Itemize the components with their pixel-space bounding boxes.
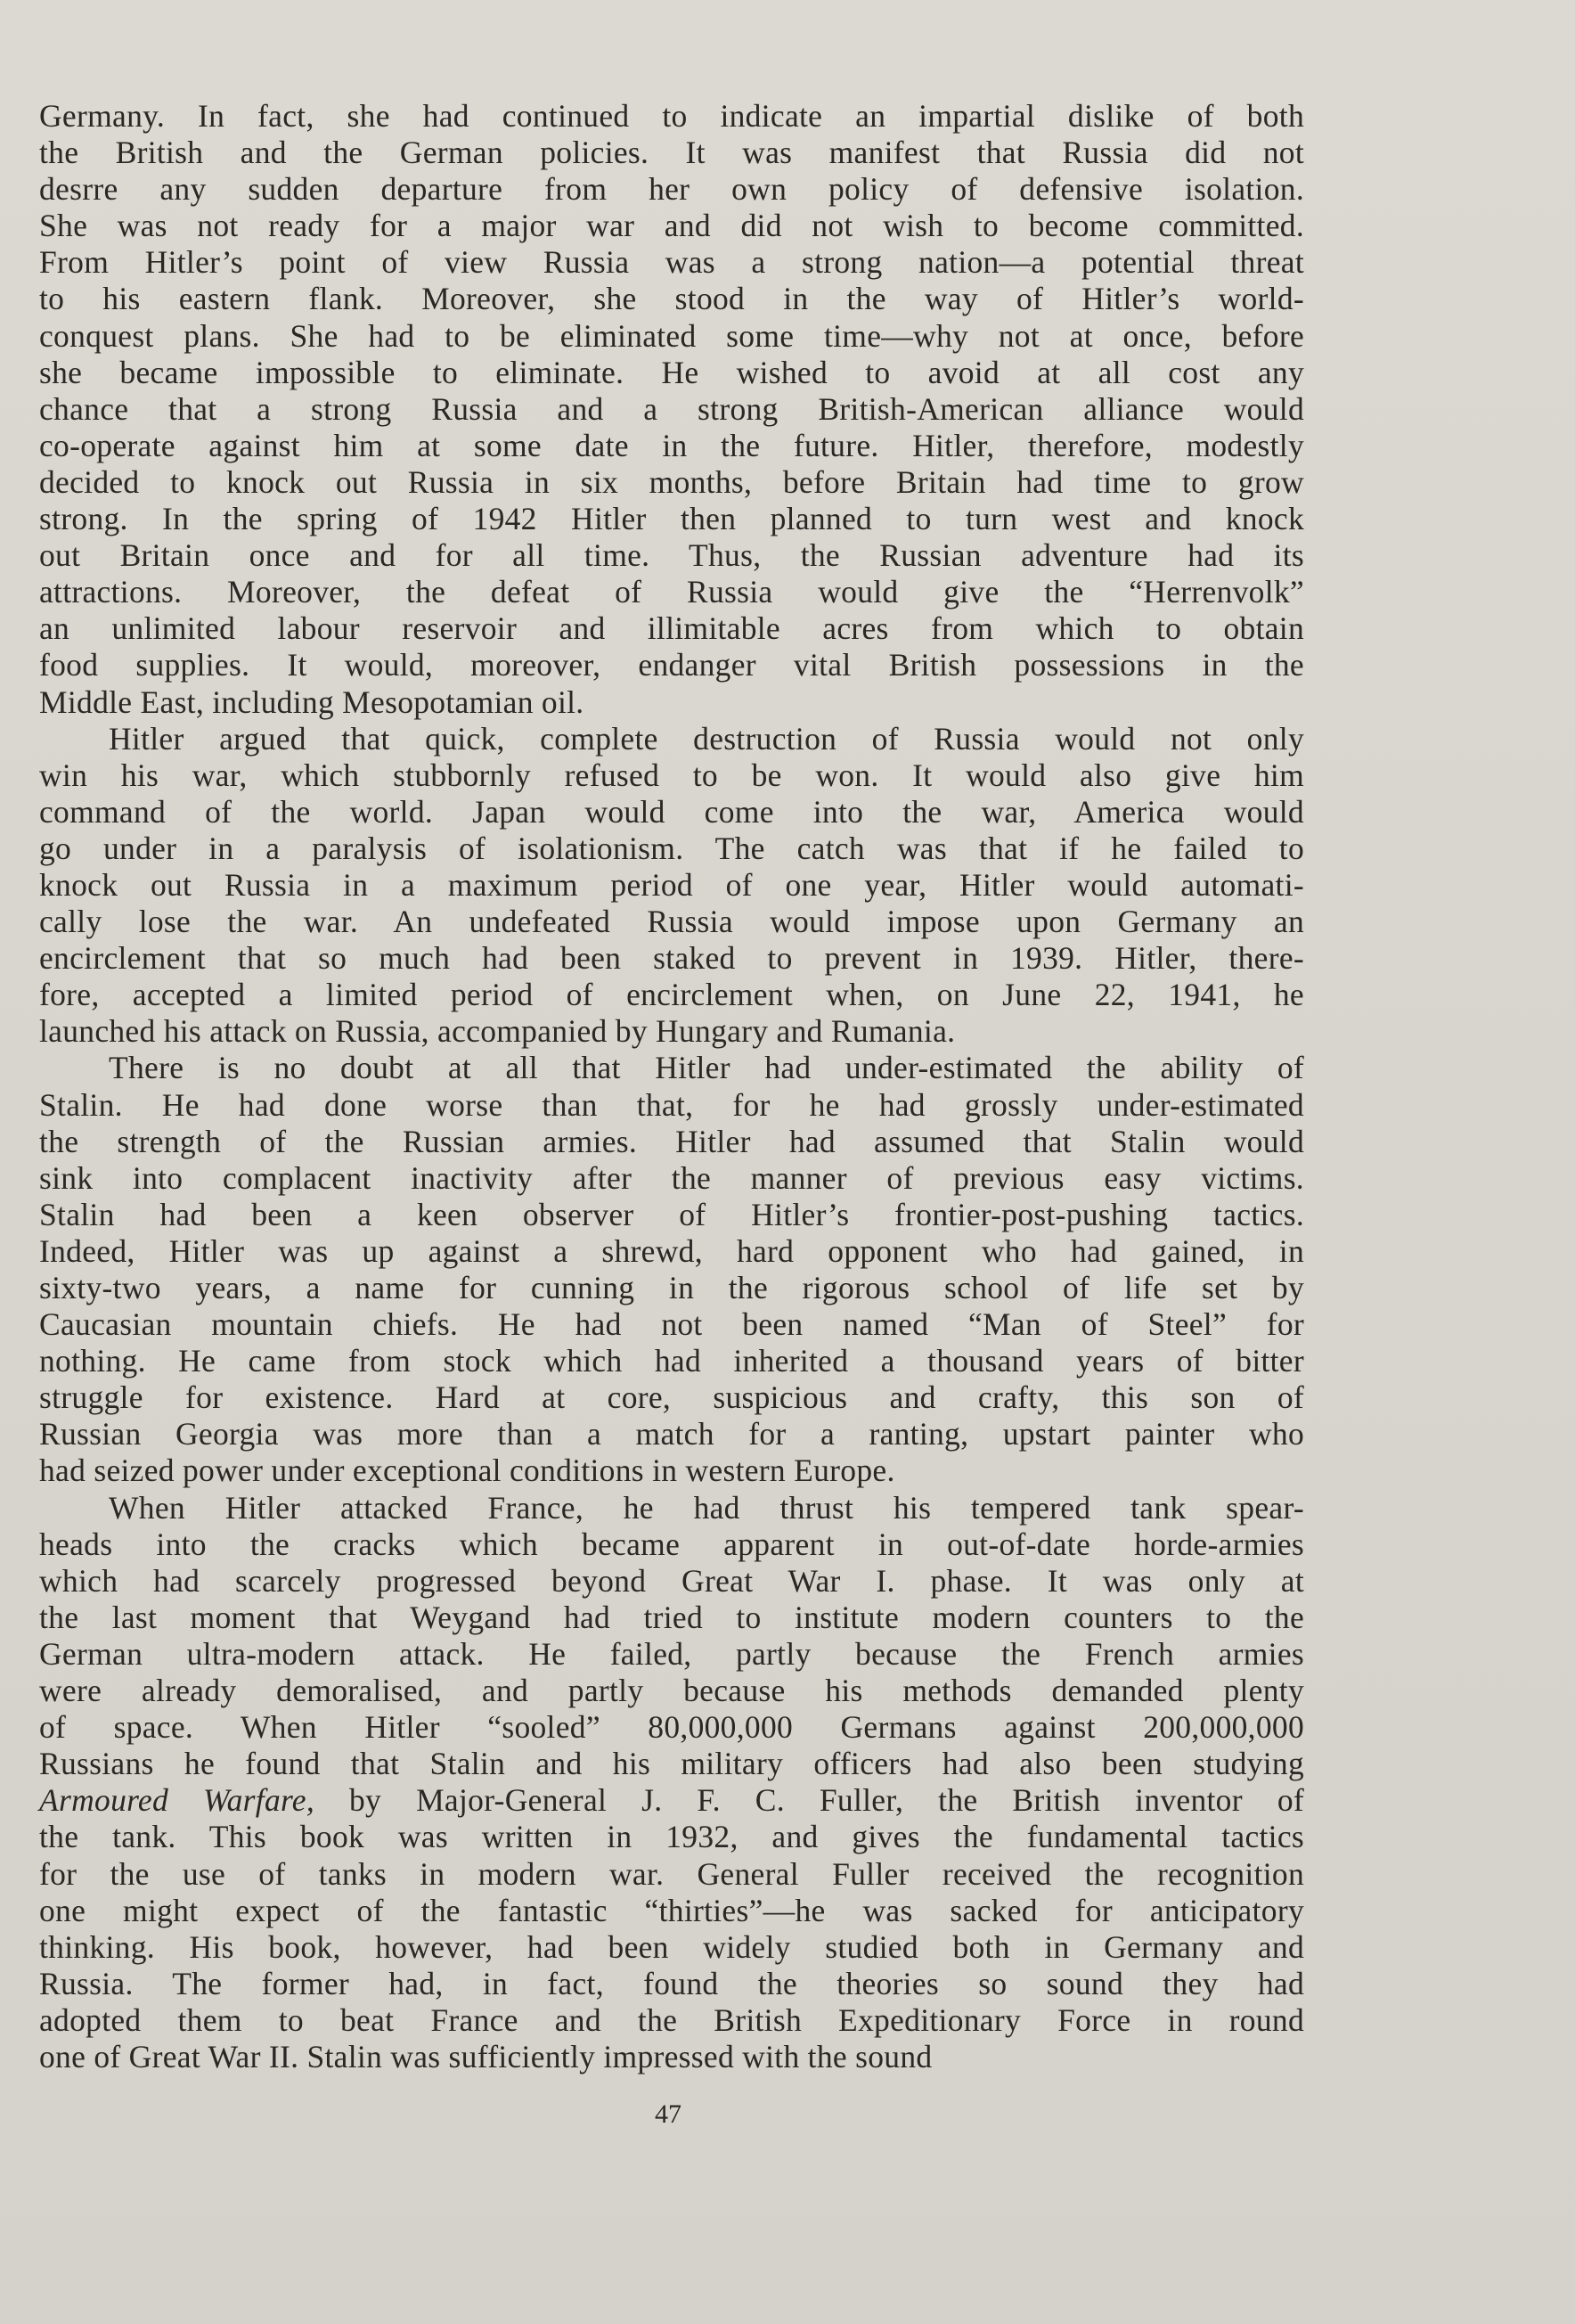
paragraph	[39, 1490, 1304, 2076]
text-line: Germany. In fact, she had continued to indicate an impartial dislike of both	[39, 98, 1304, 134]
text-line: Hitler argued that quick, complete destruction of Russia would not only	[109, 720, 1304, 757]
text-line: Russia. The former had, in fact, found the theories so sound they had	[39, 1965, 1304, 2001]
text-line: for the use of tanks in modern war. General Fuller received the recognition	[39, 1855, 1304, 1892]
text-line: Russian Georgia was more than a match for a ranting, upstart painter who	[39, 1416, 1304, 1452]
text-line: Stalin. He had done worse than that, for he had grossly under-estimated	[39, 1086, 1304, 1123]
text-line: out Britain once and for all time. Thus, the Russian adventure had its	[39, 537, 1304, 574]
paragraph	[39, 721, 1304, 1051]
paragraph	[39, 1050, 1304, 1489]
text-line: the last moment that Weygand had tried to institute modern counters to the	[39, 1599, 1304, 1635]
text-line: of space. When Hitler “sooled” 80,000,000 Germans against 200,000,000	[39, 1709, 1304, 1746]
page-number: 47	[655, 2099, 681, 2129]
text-line: an unlimited labour reservoir and illimitable acres from which to obtain	[39, 610, 1304, 647]
text-line: nothing. He came from stock which had inherited a thousand years of bitter	[39, 1343, 1304, 1379]
text-line: encirclement that so much had been staked to prevent in 1939. Hitler, there-	[39, 940, 1304, 977]
text-line: Armoured Warfare, by Major-General J. F. C. Fuller, the British inventor of	[39, 1782, 1304, 1819]
text-line: sink into complacent inactivity after the manner of previous easy victims.	[39, 1159, 1304, 1196]
text-line: There is no doubt at all that Hitler had under-estimated the ability of	[109, 1050, 1304, 1086]
text-line: the strength of the Russian armies. Hitler had assumed that Stalin would	[39, 1123, 1304, 1159]
text-line: Stalin had been a keen observer of Hitler’s frontier-post-pushing tactics.	[39, 1196, 1304, 1232]
text-line: Middle East, including Mesopotamian oil.	[39, 683, 584, 720]
text-line: one of Great War II. Stalin was sufficiently impressed with the sound	[39, 2038, 933, 2074]
text-line: From Hitler’s point of view Russia was a strong nation—a potential threat	[39, 244, 1304, 281]
text-line: attractions. Moreover, the defeat of Russia would give the “Herrenvolk”	[39, 574, 1304, 610]
text-line: heads into the cracks which became apparent in out-of-date horde-armies	[39, 1526, 1304, 1562]
text-line: she became impossible to eliminate. He wished to avoid at all cost any	[39, 354, 1304, 390]
text-line: command of the world. Japan would come into the war, America would	[39, 793, 1304, 830]
text-line: the tank. This book was written in 1932, and gives the fundamental tactics	[39, 1819, 1304, 1855]
text-line: sixty-two years, a name for cunning in the rigorous school of life set by	[39, 1270, 1304, 1305]
text-line: chance that a strong Russia and a strong British-American alliance would	[39, 390, 1304, 427]
text-line: When Hitler attacked France, he had thrust his tempered tank spear-	[109, 1489, 1304, 1526]
text-line: one might expect of the fantastic “thirties”—he was sacked for anticipatory	[39, 1892, 1304, 1928]
text-line: Russians he found that Stalin and his military officers had also been studying	[39, 1746, 1304, 1782]
text-line: knock out Russia in a maximum period of one year, Hitler would automati-	[39, 866, 1304, 903]
text-line: She was not ready for a major war and did not wish to become committed.	[39, 208, 1304, 244]
text-line: adopted them to beat France and the British Expeditionary Force in round	[39, 2001, 1304, 2038]
text-line: food supplies. It would, moreover, endanger vital British possessions in the	[39, 647, 1304, 683]
text-line: decided to knock out Russia in six months, before Britain had time to grow	[39, 463, 1304, 500]
book-title: Armoured Warfare,	[39, 1782, 315, 1819]
text-line: to his eastern flank. Moreover, she stood in the way of Hitler’s world-	[39, 281, 1304, 317]
text-line: thinking. His book, however, had been widely studied both in Germany and	[39, 1928, 1304, 1965]
text-line: which had scarcely progressed beyond Great War I. phase. It was only at	[39, 1562, 1304, 1599]
text-line: win his war, which stubbornly refused to be won. It would also give him	[39, 757, 1304, 793]
text-line: conquest plans. She had to be eliminated some time—why not at once, before	[39, 317, 1304, 354]
text-line: go under in a paralysis of isolationism. The catch was that if he failed to	[39, 830, 1304, 866]
text-line: launched his attack on Russia, accompanied by Hungary and Rumania.	[39, 1013, 956, 1050]
text-line: were already demoralised, and partly because his methods demanded plenty	[39, 1673, 1304, 1709]
text-line: strong. In the spring of 1942 Hitler then planned to turn west and knock	[39, 501, 1304, 537]
text-line: struggle for existence. Hard at core, suspicious and crafty, this son of	[39, 1379, 1304, 1416]
body-text	[39, 98, 1304, 2075]
text-line: had seized power under exceptional conditions in western Europe.	[39, 1452, 895, 1489]
text-line: Caucasian mountain chiefs. He had not been named “Man of Steel” for	[39, 1306, 1304, 1343]
text-line: the British and the German policies. It was manifest that Russia did not	[39, 135, 1304, 171]
paragraph	[39, 98, 1304, 721]
text-line: German ultra-modern attack. He failed, partly because the French armies	[39, 1635, 1304, 1672]
text-line: co-operate against him at some date in the future. Hitler, therefore, modestly	[39, 427, 1304, 463]
text-line: cally lose the war. An undefeated Russia would impose upon Germany an	[39, 904, 1304, 940]
text-line: fore, accepted a limited period of encirclement when, on June 22, 1941, he	[39, 977, 1304, 1013]
text-line: Indeed, Hitler was up against a shrewd, hard opponent who had gained, in	[39, 1232, 1304, 1269]
text-line: desrre any sudden departure from her own policy of defensive isolation.	[39, 171, 1304, 208]
